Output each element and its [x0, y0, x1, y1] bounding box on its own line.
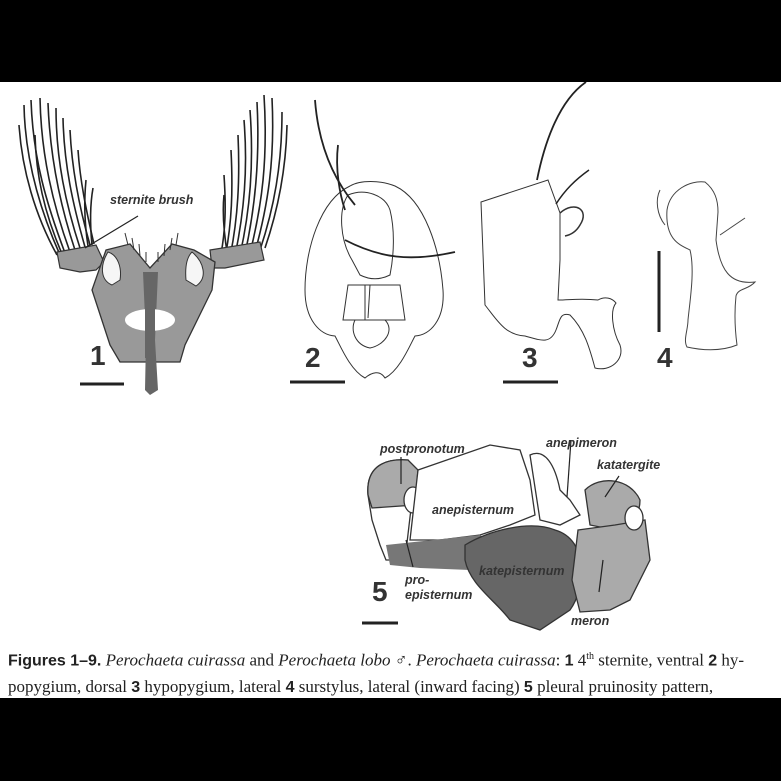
caption-num-5: 5 — [523, 678, 533, 696]
caption-colon: : — [555, 650, 565, 670]
caption-text-5: pleural pruinosity pattern, — [532, 676, 714, 696]
label-pro: pro- — [405, 573, 430, 587]
caption-species-a: Perochaeta cuirassa — [105, 650, 246, 670]
panel-number-3: 3 — [522, 342, 538, 373]
figure-page — [0, 82, 781, 698]
panel-number-2: 2 — [305, 342, 321, 373]
caption-num-1: 1 — [564, 652, 574, 670]
figure-1-sternite — [19, 95, 287, 395]
caption-text-4: surstylus, lateral (inward facing) — [294, 676, 524, 696]
label-katepisternum: katepisternum — [479, 564, 565, 578]
male-symbol: ♂. — [390, 650, 416, 670]
figure-5-pleural-pattern — [368, 445, 650, 630]
caption-text-2b: popygium, dorsal — [8, 676, 132, 696]
label-meron: meron — [571, 614, 610, 628]
figure-3-hypopygium-lateral — [481, 82, 621, 369]
caption-num-4: 4 — [285, 678, 295, 696]
caption-num-2: 2 — [708, 652, 718, 670]
label-katatergite: katatergite — [597, 458, 661, 472]
caption-text-1a: 4 — [573, 650, 587, 670]
caption-num-3: 3 — [131, 678, 141, 696]
label-anepisternum: anepisternum — [432, 503, 514, 517]
label-anepimeron: anepimeron — [546, 436, 617, 450]
caption-text-2a: hy- — [717, 650, 745, 670]
panel-number-1: 1 — [90, 340, 106, 371]
caption-species-b: Perochaeta lobo — [278, 650, 391, 670]
caption-line-1 — [8, 644, 778, 674]
caption-sup: th — [586, 651, 595, 662]
caption-text-1b: sternite, ventral — [594, 650, 709, 670]
figure-4-surstylus — [657, 182, 755, 350]
figure-caption — [8, 644, 778, 698]
caption-and: and — [245, 650, 279, 670]
figure-2-hypopygium-dorsal — [305, 100, 455, 378]
figure-illustrations — [0, 82, 781, 698]
caption-species-a-again: Perochaeta cuirassa — [415, 650, 556, 670]
label-episternum: episternum — [405, 588, 473, 602]
panel-number-5: 5 — [372, 576, 388, 607]
label-postpronotum: postpronotum — [380, 442, 465, 456]
caption-text-3: hypopygium, lateral — [140, 676, 286, 696]
caption-heading: Figures 1–9. — [8, 652, 102, 670]
caption-line-2 — [8, 674, 778, 698]
panel-number-4: 4 — [657, 342, 673, 373]
label-sternite-brush: sternite brush — [110, 193, 194, 207]
